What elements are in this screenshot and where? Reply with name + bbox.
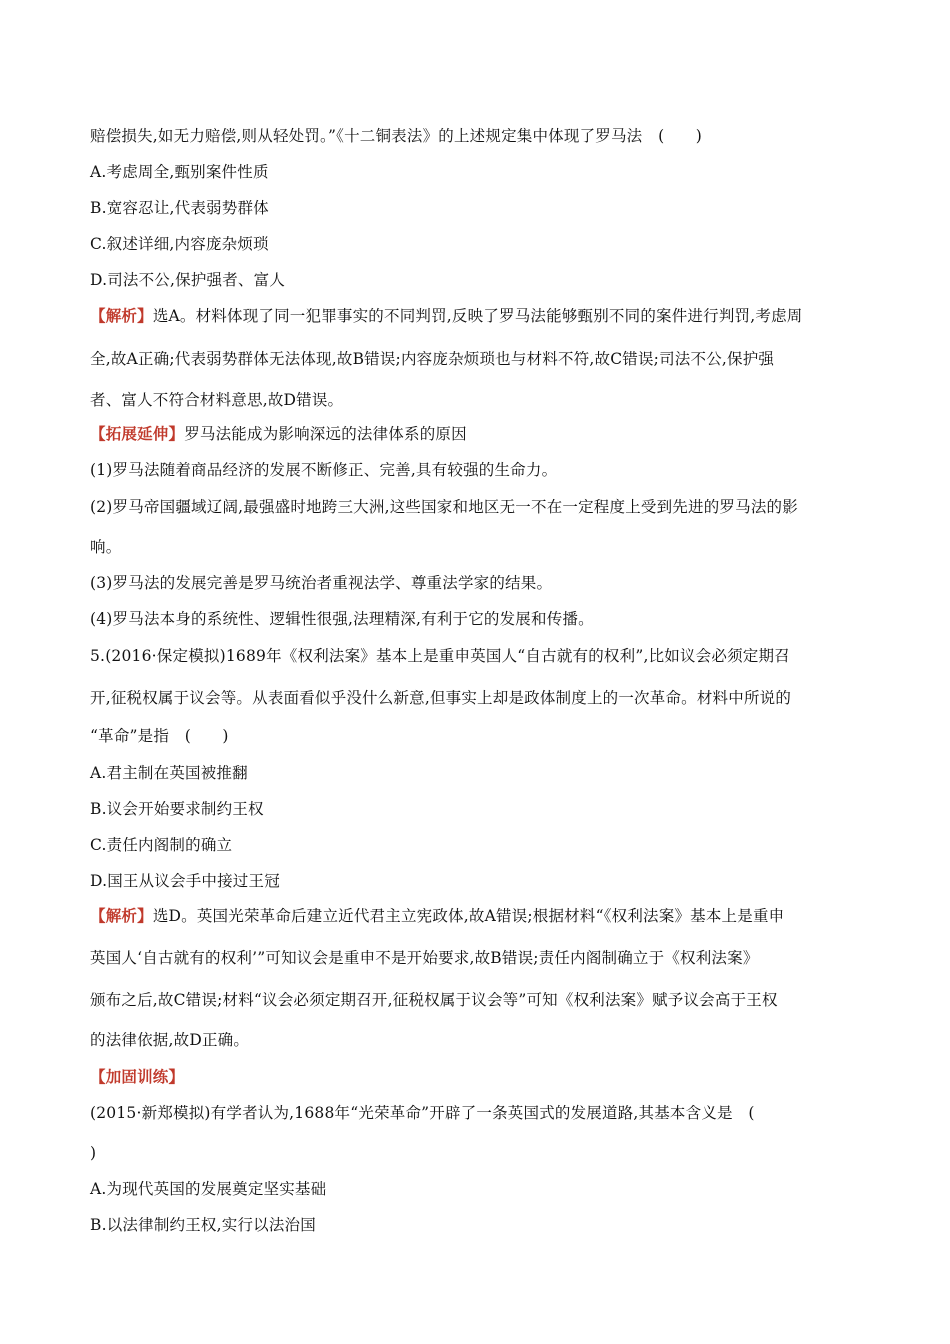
q4-option-a: A.考虑周全,甄别案件性质 — [90, 163, 269, 181]
q5-stem-line-1: 5.(2016·保定模拟)1689年《权利法案》基本上是重申英国人“自古就有的权利”,比如议会必须定期召 — [90, 647, 790, 665]
drill-stem-line-2: ) — [90, 1144, 97, 1162]
extension-item-3: (3)罗马法的发展完善是罗马统治者重视法学、尊重法学家的结果。 — [90, 574, 553, 592]
extension-item-1: (1)罗马法随着商品经济的发展不断修正、完善,具有较强的生命力。 — [90, 461, 558, 479]
drill-option-a: A.为现代英国的发展奠定坚实基础 — [90, 1180, 327, 1198]
extension-item-4: (4)罗马法本身的系统性、逻辑性很强,法理精深,有利于它的发展和传播。 — [90, 610, 594, 628]
q5-stem-line-2: 开,征税权属于议会等。从表面看似乎没什么新意,但事实上却是政体制度上的一次革命。材料中所说的 — [90, 689, 792, 707]
q4-analysis-line-3: 者、富人不符合材料意思,故D错误。 — [90, 391, 344, 409]
q5-option-a: A.君主制在英国被推翻 — [90, 764, 248, 782]
drill-stem-line-1: (2015·新郑模拟)有学者认为,1688年“光荣革命”开辟了一条英国式的发展道路,其基本含义是 ( — [90, 1104, 755, 1122]
extension-item-2: (2)罗马帝国疆域辽阔,最强盛时地跨三大洲,这些国家和地区无一不在一定程度上受到先进的罗马法的影 — [90, 498, 798, 516]
q4-analysis-line-2: 全,故A正确;代表弱势群体无法体现,故B错误;内容庞杂烦琐也与材料不符,故C错误;司法不公,保护强 — [90, 350, 775, 368]
q5-option-c: C.责任内阁制的确立 — [90, 836, 233, 854]
q5-stem-line-3: “革命”是指 ( ) — [90, 727, 229, 745]
extension-heading — [90, 424, 865, 444]
q5-option-b: B.议会开始要求制约王权 — [90, 800, 264, 818]
extension-item-2-cont: 响。 — [90, 538, 122, 556]
q4-option-b: B.宽容忍让,代表弱势群体 — [90, 199, 269, 217]
q5-analysis-line-3: 颁布之后,故C错误;材料“议会必须定期召开,征税权属于议会等”可知《权利法案》赋予议会高于王权 — [90, 991, 778, 1009]
q4-stem-tail: 赔偿损失,如无力赔偿,则从轻处罚。”《十二铜表法》的上述规定集中体现了罗马法 ( ) — [90, 127, 702, 145]
q5-option-d: D.国王从议会手中接过王冠 — [90, 872, 280, 890]
q5-analysis-line-4: 的法律依据,故D正确。 — [90, 1031, 250, 1049]
q5-analysis-text-1: 选D。英国光荣革命后建立近代君主立宪政体,故A错误;根据材料“《权利法案》基本上是重申 — [152, 907, 785, 925]
q4-analysis-text-1: 选A。材料体现了同一犯罪事实的不同判罚,反映了罗马法能够甄别不同的案件进行判罚,考虑周 — [152, 307, 803, 325]
q5-analysis-line-1 — [90, 906, 865, 926]
q4-option-d: D.司法不公,保护强者、富人 — [90, 271, 286, 289]
q5-analysis-line-2: 英国人‘自古就有的权利’”可知议会是重申不是开始要求,故B错误;责任内阁制确立于《权利法案》 — [90, 949, 759, 967]
q4-analysis-tag: 【解析】 — [90, 306, 153, 325]
drill-option-b: B.以法律制约王权,实行以法治国 — [90, 1216, 316, 1234]
q4-analysis-line-1 — [90, 306, 865, 326]
extension-tag: 【拓展延伸】 — [90, 424, 185, 443]
drill-tag: 【加固训练】 — [90, 1067, 185, 1086]
extension-title: 罗马法能成为影响深远的法律体系的原因 — [184, 425, 467, 443]
q4-option-c: C.叙述详细,内容庞杂烦琐 — [90, 235, 269, 253]
q5-analysis-tag: 【解析】 — [90, 906, 153, 925]
